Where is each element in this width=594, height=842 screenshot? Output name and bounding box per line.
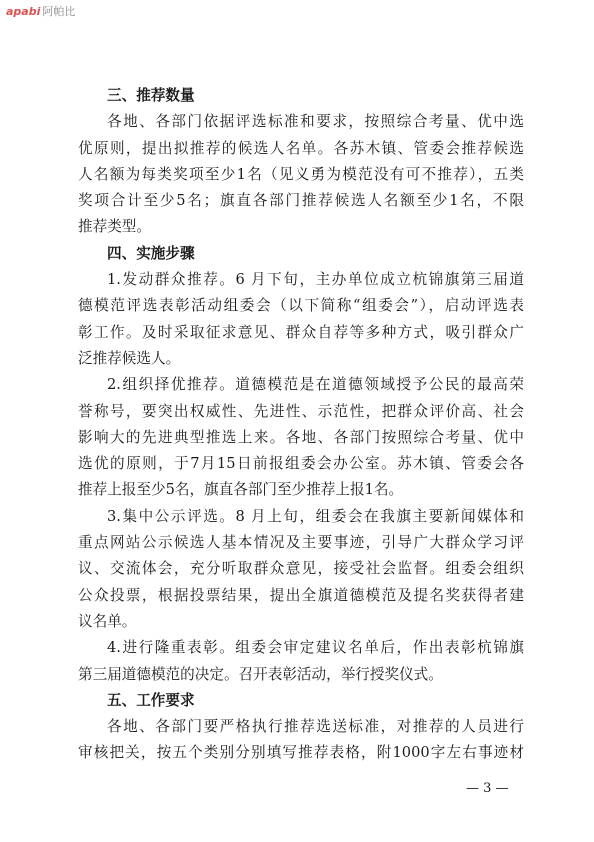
paragraph-line: 人名额为每类奖项至少1名（见义勇为模范没有可不推荐），五类 xyxy=(78,165,524,183)
section-heading: 三、推荐数量 xyxy=(107,87,195,104)
paragraph-line: 奖项合计至少5名；旗直各部门推荐候选人名额至少1名，不限 xyxy=(78,192,524,210)
paragraph-line: 3.集中公示评选。8 月上旬，组委会在我旗主要新闻媒体和 xyxy=(107,507,524,525)
paragraph-line: 2.组织择优推荐。道德模范是在道德领域授予公民的最高荣 xyxy=(107,376,524,394)
section-heading: 四、实施步骤 xyxy=(107,244,195,262)
paragraph-line: 4.进行隆重表彰。组委会审定建议名单后，作出表彰杭锦旗 xyxy=(107,639,524,657)
page-number: — 3 — xyxy=(466,781,509,796)
section-heading: 五、工作要求 xyxy=(107,691,195,709)
paragraph-line: 各地、各部门依据评选标准和要求，按照综合考量、优中选 xyxy=(107,113,524,131)
paragraph-line: 议名单。 xyxy=(78,612,137,630)
paragraph-line: 誉称号，要突出权威性、先进性、示范性，把群众评价高、社会 xyxy=(78,402,524,420)
document-body xyxy=(78,83,524,767)
paragraph-line: 重点网站公示候选人基本情况及主要事迹，引导广大群众学习评 xyxy=(78,534,524,552)
paragraph-line: 泛推荐候选人。 xyxy=(78,349,181,367)
paragraph-line: 公众投票，根据投票结果，提出全旗道德模范及提名奖获得者建 xyxy=(78,586,524,604)
paragraph-line: 选优的原则，于7月15日前报组委会办公室。苏木镇、管委会各 xyxy=(78,455,524,473)
paragraph-line: 1.发动群众推荐。6 月下旬，主办单位成立杭锦旗第三届道 xyxy=(107,271,524,289)
paragraph-line: 第三届道德模范的决定。召开表彰活动，举行授奖仪式。 xyxy=(78,665,443,683)
paragraph-line: 各地、各部门要严格执行推荐选送标准，对推荐的人员进行 xyxy=(107,718,524,736)
paragraph-line: 优原则，提出拟推荐的候选人名单。各苏木镇、管委会推荐候选 xyxy=(78,139,524,157)
paragraph-line: 议、交流体会，充分听取群众意见，接受社会监督。组委会组织 xyxy=(78,560,524,578)
paragraph-line: 彰工作。及时采取征求意见、群众自荐等多种方式，吸引群众广 xyxy=(78,323,524,341)
brand-name-cn: 阿帕比 xyxy=(42,5,76,18)
paragraph-line: 推荐类型。 xyxy=(78,218,151,236)
paragraph-line: 审核把关，按五个类别分别填写推荐表格，附1000字左右事迹材 xyxy=(78,744,524,762)
brand-name: apabi xyxy=(6,5,41,18)
paragraph-line: 德模范评选表彰活动组委会（以下简称“组委会”），启动评选表 xyxy=(78,297,524,315)
paragraph-line: 影响大的先进典型推选上来。各地、各部门按照综合考量、优中 xyxy=(78,428,524,446)
paragraph-line: 推荐上报至少5名，旗直各部门至少推荐上报1名。 xyxy=(78,481,404,499)
apabi-logo xyxy=(6,5,75,19)
